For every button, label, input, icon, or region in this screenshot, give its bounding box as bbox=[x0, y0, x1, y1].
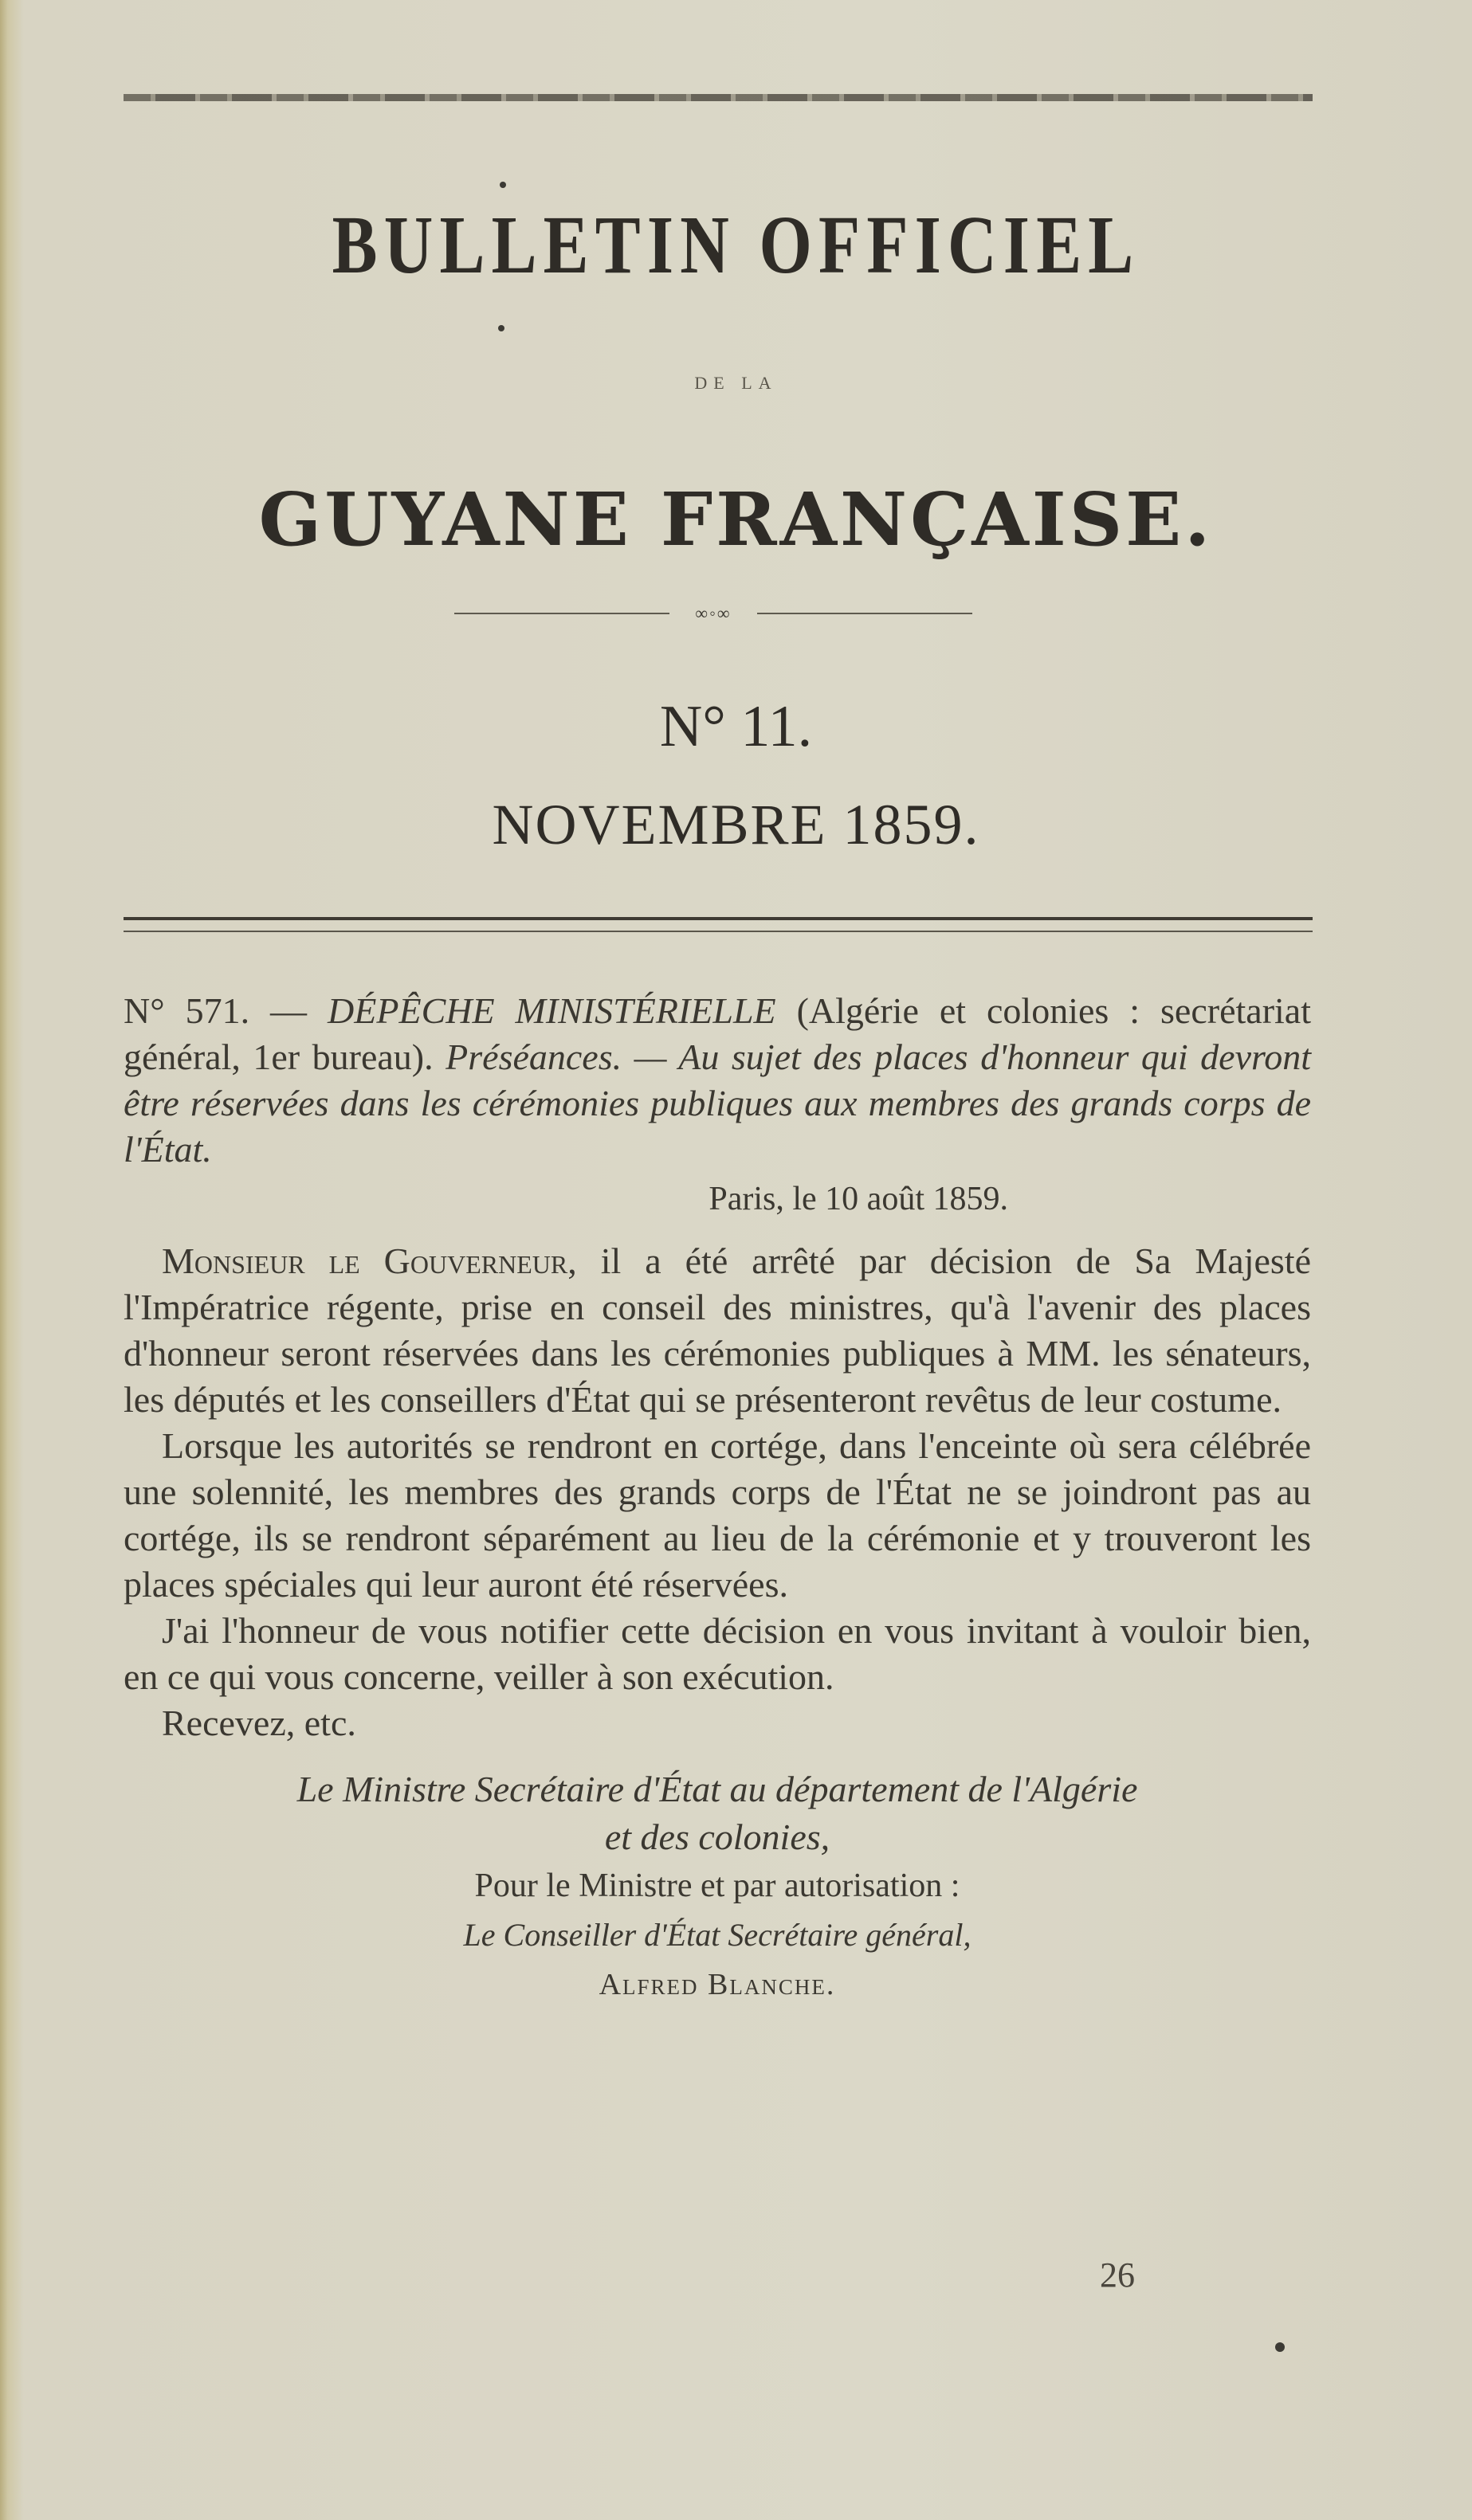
title-connector: DE LA bbox=[694, 373, 778, 393]
salutation: Monsieur le Gouverneur bbox=[162, 1240, 568, 1281]
ink-speck bbox=[1275, 2342, 1285, 2352]
closing-formula: Recevez, etc. bbox=[162, 1703, 356, 1743]
paragraph-2: Lorsque les autorités se rendront en cortége, dans l'enceinte où sera célébrée une solennité, les membres des grands corps de l'État ne se joindront pas au cortége, ils se rendront séparément au lieu de la cérémonie et y trouveront les places spéciales qui leur auront été réservées. bbox=[124, 1425, 1311, 1605]
colony-title: GUYANE FRANÇAISE. bbox=[258, 476, 1214, 562]
issue-date: NOVEMBRE 1859. bbox=[492, 793, 980, 856]
signature-line-2: et des colonies, bbox=[604, 1817, 830, 1857]
document-body bbox=[124, 988, 1311, 2009]
signature-authorization: Pour le Ministre et par autorisation : bbox=[474, 1867, 960, 1904]
document-heading bbox=[124, 988, 1311, 1173]
place-and-date: Paris, le 10 août 1859. bbox=[709, 1181, 1008, 1217]
issue-number: N° 11. bbox=[659, 694, 813, 759]
subject-text: — Au sujet des places d'honneur qui devront être réservées dans les cérémonies publiques aux membres des grands corps de l'État. bbox=[124, 1037, 1311, 1170]
bulletin-title: BULLETIN OFFICIEL bbox=[332, 199, 1140, 291]
signature-line-1: Le Ministre Secrétaire d'État au département de l'Algérie bbox=[296, 1769, 1138, 1809]
ornament-flourish-icon: ∞◦∞ bbox=[695, 603, 732, 623]
document-number: N° 571. — bbox=[124, 990, 328, 1031]
document-origin: (Algérie et colonies : secrétariat général, 1er bureau). bbox=[124, 990, 1311, 1077]
ink-speck bbox=[498, 325, 504, 331]
page-number: 26 bbox=[1100, 2255, 1135, 2295]
section-double-rule bbox=[124, 917, 1313, 932]
title-ornament bbox=[454, 603, 972, 623]
ornament-line-right bbox=[757, 613, 972, 614]
signature-title: Le Conseiller d'État Secrétaire général, bbox=[463, 1917, 972, 1953]
ornament-line-left bbox=[454, 613, 669, 614]
paragraph-1-text: , il a été arrêté par décision de Sa Majesté l'Impératrice régente, prise en conseil des ministres, qu'à l'avenir des places d'honneur seront réservées dans les cérémonies publiques à MM. les sénateurs, les députés et les conseillers d'État qui se présenteront revêtus de leur costume. bbox=[124, 1240, 1312, 1420]
subject-label: Préséances. bbox=[446, 1037, 622, 1077]
paragraph-1 bbox=[124, 1238, 1311, 1423]
signatory-name: Alfred Blanche. bbox=[599, 1968, 836, 2001]
document-type: DÉPÊCHE MINISTÉRIELLE bbox=[328, 990, 776, 1031]
top-decorative-rule bbox=[124, 94, 1313, 101]
ink-speck bbox=[500, 182, 506, 188]
paragraph-3: J'ai l'honneur de vous notifier cette décision en vous invitant à vouloir bien, en ce qui vous concerne, veiller à son exécution. bbox=[124, 1610, 1311, 1697]
